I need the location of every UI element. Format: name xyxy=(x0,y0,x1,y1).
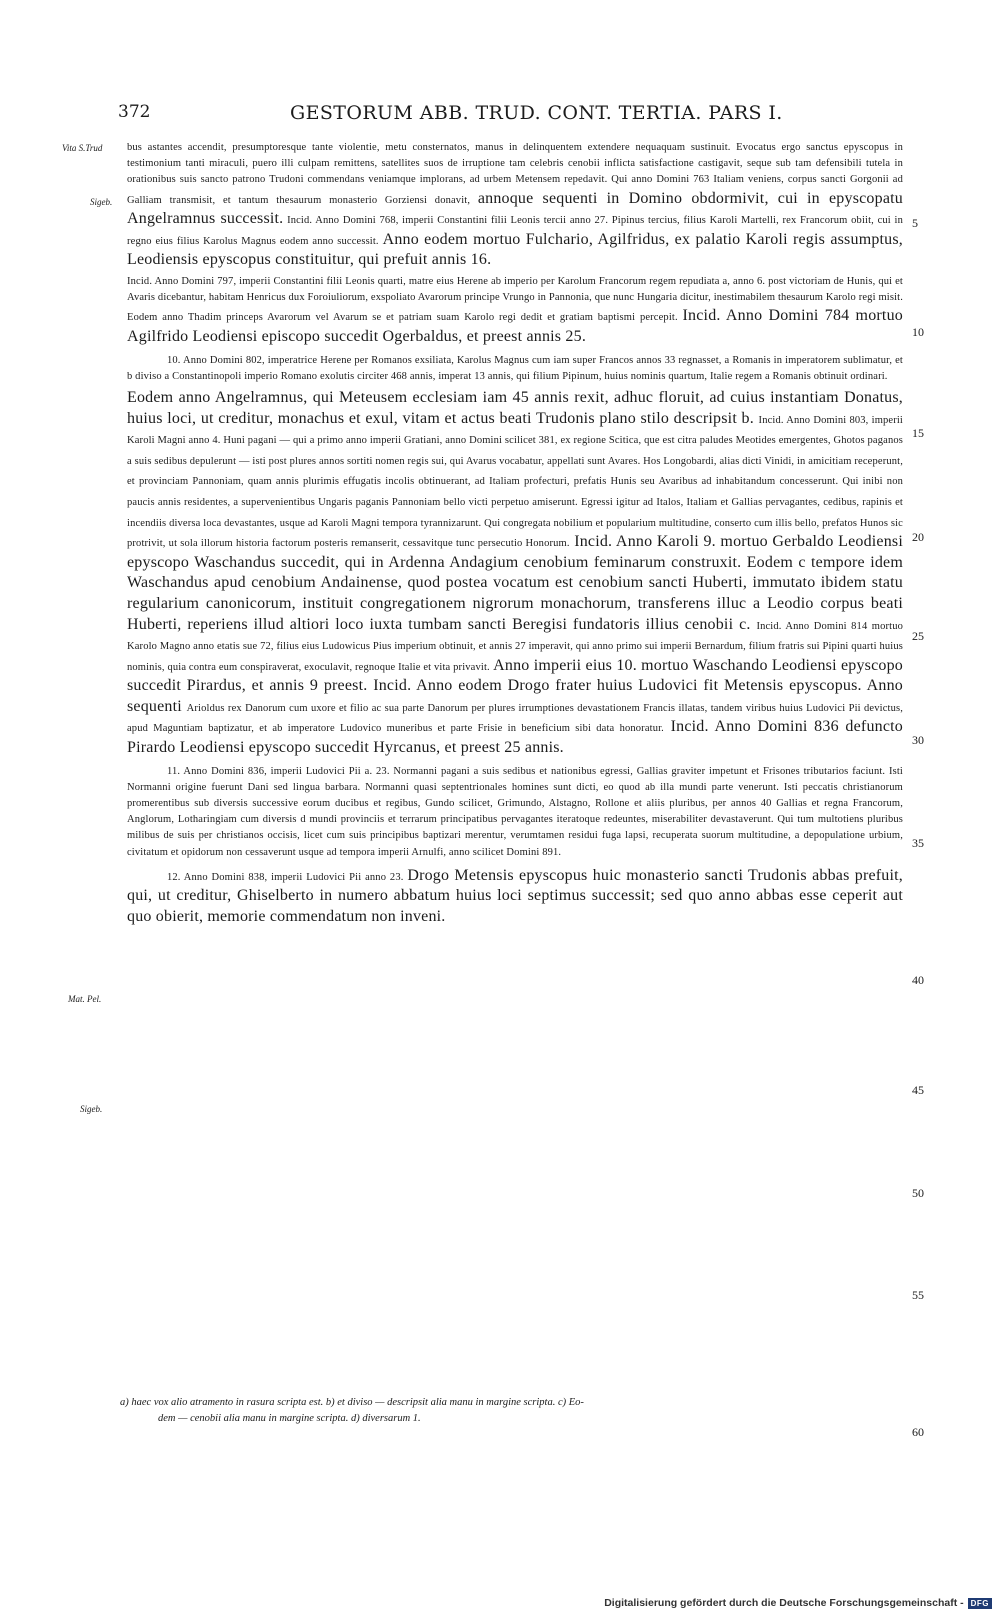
text-span: Incid. Anno Domini 836 defuncto Pirardo Leodiensi epyscopo succedit Hyrcanus, et preest 25 annis. xyxy=(127,718,904,757)
line-number: 20 xyxy=(912,530,924,544)
text-span: Incid. Anno Domini 784 mortuo Agilfrido Leodiensi episcopo succedit Ogerbaldus, et preest annis 25. xyxy=(127,307,903,345)
text-block xyxy=(127,274,903,348)
line-number: 25 xyxy=(912,629,924,643)
text-span: bus astantes accendit, presumptoresque tante violentie, metu consternatos, manus in delinquentem extendere nequaquam sustinuit. Evocatus ergo sanctus epyscopus in testimonium tanti miraculi, puero illi culpam remittens, satellites suos de irruptione tam celebris cenobii inflicta satisfactione castigavit, seque sub tam defensibili tutela in orationibus suis sancto patrono Trudoni commendans veniamque implorans, ad urbem Metensem repedavit. xyxy=(127,142,903,186)
line-number: 5 xyxy=(912,216,918,230)
text-span: annoque sequenti in Domino obdormivit, cui in epyscopatu Angelramnus successit. xyxy=(127,189,903,228)
line-number: 60 xyxy=(912,1425,924,1439)
text-span: 11. Anno Domini 836, imperii Ludovici Pii a. 23. Normanni pagani a suis sedibus et nationibus egressi, Gallias graviter impetunt et Frisones tributarios faciunt. Isti Normanni origine fuerunt Dani sed lingua barbara. Normanni quasi septentrionales homines sunt dicti, eo quod ab illa mundi parte venerunt. Isti peccatis christianorum promerentibus sub diversis successive eorum ducibus et regibus, Gundo scilicet, Grimundo, Alstagno, Rollone et aliis pluribus, per annos 40 Gallias et regna Francorum, Anglorum, Lotharingiam cum diversis d mundi provinciis et terrarum principatibus pervagantes iteratoque redeuntes, miserabiliter devastaverunt. Qui tum multotiens pluribus milibus de suis per christianos occisis, licet cum suis principibus baptizari merentur, verumtamen residui fuga lapsi, recuperata suorum multitudine, a depopulatione urbium, civitatum et opidorum non cessaverunt usque ad tempora imperii Arnulfi, anno scilicet Domini 891. xyxy=(127,765,903,858)
text-span: Drogo Metensis epyscopus huic monasterio sancti Trudonis abbas prefuit, qui, ut creditur, Ghiselberto in numero abbatum huius loci septimus successit; sed quo anno abbas esse ceperit aut quo obierit, memorie commendatum non inveni. xyxy=(127,866,903,926)
text-block xyxy=(127,866,903,928)
line-number: 15 xyxy=(912,426,924,440)
text-block xyxy=(127,764,903,861)
credit-text: Digitalisierung gefördert durch die Deutsche Forschungsgemeinschaft - xyxy=(604,1597,964,1609)
margin-note-sigeb: Sigeb. xyxy=(80,1104,103,1114)
digitization-credit xyxy=(604,1597,992,1609)
line-number: 55 xyxy=(912,1288,924,1302)
line-number: 35 xyxy=(912,836,924,850)
text-span: Incid. Anno Domini 768, imperii Constantini filii Leonis tercii anno 27. Pipinus tercius, filius Karoli Martelli, rex Francorum obiit, cui in regno eius filius Karolus Magnus eodem anno successit. xyxy=(127,215,904,247)
text-span: Incid. Anno Domini 803, imperii Karoli Magni anno 4. Huni pagani — qui a primo anno imperii Gratiani, anno Domini scilicet 381, ex regione Scitica, que est citra paludes Meotides emergentes, Ghotos paganos a suis sedibus depulerunt — isti post plures annos sortiti nomen regis sui, qui Avarus vocabatur, appellati sunt Avares. Hos Longobardi, alias dicti Vinidi, in amicitiam receperunt, et provinciam Pannoniam, quam annis plurimis effugatis incolis obtinuerant, ad Italiam profecturi, prefatis Hunis seu Avaribus ad inhabitandum concesserunt. Qui inibi non paucis annis residentes, a supervenientibus Ungaris paganis Pannoniam bello victi perpetuo amiserunt. Egressi igitur ad Italos, Italiam et Gallias pervagantes, cedibus, rapinis et incendiis diversa loca devastantes, usque ad Karoli Magni tempora tyrannizarunt. Qui congregata nobilium et popularium multitudine, conserto cum illis bello, prefatos Hunos sic protrivit, ut sola illorum historia factorum posteris remanserit, cessavitque tunc persecutio Honorum. xyxy=(127,414,903,550)
text-span: Arioldus rex Danorum cum uxore et filio ac sua parte Danorum per plures irrumptiones devastationem Francis illatas, tandem viribus huius Ludovici Pii devictus, apud Maguntiam baptizatur, et ab imperatore Ludovico muneribus et parte Frisie in beneficium sibi data honoratur. xyxy=(127,702,903,735)
margin-note-mat-pel: Mat. Pel. xyxy=(68,994,102,1004)
text-span: Incid. Anno Karoli 9. mortuo Gerbaldo Leodiensi epyscopo Waschandus succedit, qui in Ardenna Andagium cenobium feminarum construxit. Eodem c tempore idem Waschandus apud cenobium Andainense, quod postea vocatum est cenobium sancti Huberti, immutato ibidem statu regularium canonicorum, instituit congregationem nigrorum monachorum, transferens illuc a Leodio corpus beati Huberti, reperiens illud altiori loco iuxta tumbam sancti Beregisi fundatoris illius cenobii c. xyxy=(127,533,903,633)
text-span: Anno imperii eius 10. mortuo Waschando Leodiensi epyscopo succedit Pirardus, et annis 9 preest. Incid. Anno eodem Drogo frater huius Ludovici fit Metensis epyscopus. Anno sequenti xyxy=(127,656,903,715)
text-block xyxy=(127,388,903,759)
line-number: 10 xyxy=(912,325,924,339)
text-span: Incid. Anno Domini 797, imperii Constantini filii Leonis quarti, matre eius Herene ab imperio per Karolum Francorum regem repudiata a, anno 6. post victoriam de Hunis, qui et Avaris dicebantur, habitam Henricus dux Foroiuliorum, exspoliato Avarorum principe Vrungo in Pannonia, que nunc Hungaria dicitur, inestimabilem thesaurum Karolo regi misit. Eodem anno Thadim princeps Avarorum vel Avarum se et patriam suam Karolo regi dedit et gratiam baptismi percepit. xyxy=(127,275,903,324)
text-span: Anno eodem mortuo Fulchario, Agilfridus, ex palatio Karoli regis assumptus, Leodiensis epyscopus constituitur, qui prefuit annis 16. xyxy=(127,230,904,269)
footnote-line: a) haec vox alio atramento in rasura scripta est. b) et diviso — descripsit alia manu in margine scripta. c) Eo- xyxy=(120,1397,584,1408)
text-span: Qui anno Domini 763 Italiam veniens, corpus sancti Gorgonii ad Galliam transmisit, et tantum thesaurum monasterio Gorziensi donavit, xyxy=(127,174,903,206)
text-span: Eodem anno Angelramnus, qui Meteusem ecclesiam iam 45 annis rexit, adhuc floruit, ad cuius instantiam Donatus, huius loci, ut creditur, monachus et exul, vitam et actus beati Trudonis plano stilo descripsit b. xyxy=(127,388,903,427)
line-number: 50 xyxy=(912,1186,924,1200)
line-number: 30 xyxy=(912,733,924,747)
running-title: GESTORUM ABB. TRUD. CONT. TERTIA. PARS I. xyxy=(290,102,783,124)
line-number: 45 xyxy=(912,1083,924,1097)
text-span: Incid. Anno Domini 814 mortuo Karolo Magno anno etatis sue 72, filius eius Ludowicus Pius imperium obtinuit, et annis 27 imperavit, qui anno primo sui imperii Bernardum, filium fratris sui Pipini quarti huius nominis, quia contra eum conspiraverat, exoculavit, regnoque Italie et vita privavit. xyxy=(127,620,904,673)
page-header xyxy=(118,102,910,124)
margin-note-vita: Vita S.Trud xyxy=(62,143,103,153)
page-number: 372 xyxy=(118,102,151,122)
text-span: 10. Anno Domini 802, imperatrice Herene per Romanos exsiliata, Karolus Magnus cum iam super Francos annos 33 regnasset, a Romanis in imperatorem sublimatur, et b diviso a Constantinopoli imperio Romano exolutis circiter 468 annis, imperat 13 annis, qui filium Pipinum, huius nominis quartum, Italie regem a Romanis obtinuit ordinari. xyxy=(127,354,903,382)
main-text xyxy=(127,140,903,928)
footnote-line: dem — cenobii alia manu in margine scripta. d) diversarum 1. xyxy=(158,1413,421,1424)
line-number: 40 xyxy=(912,973,924,987)
text-block xyxy=(127,140,903,271)
dfg-logo-icon: DFG xyxy=(968,1598,992,1609)
text-span: 12. Anno Domini 838, imperii Ludovici Pii anno 23. xyxy=(167,871,404,883)
text-block xyxy=(127,353,903,385)
margin-note-sigeb: Sigeb. xyxy=(90,197,113,207)
footnotes xyxy=(120,1395,840,1427)
